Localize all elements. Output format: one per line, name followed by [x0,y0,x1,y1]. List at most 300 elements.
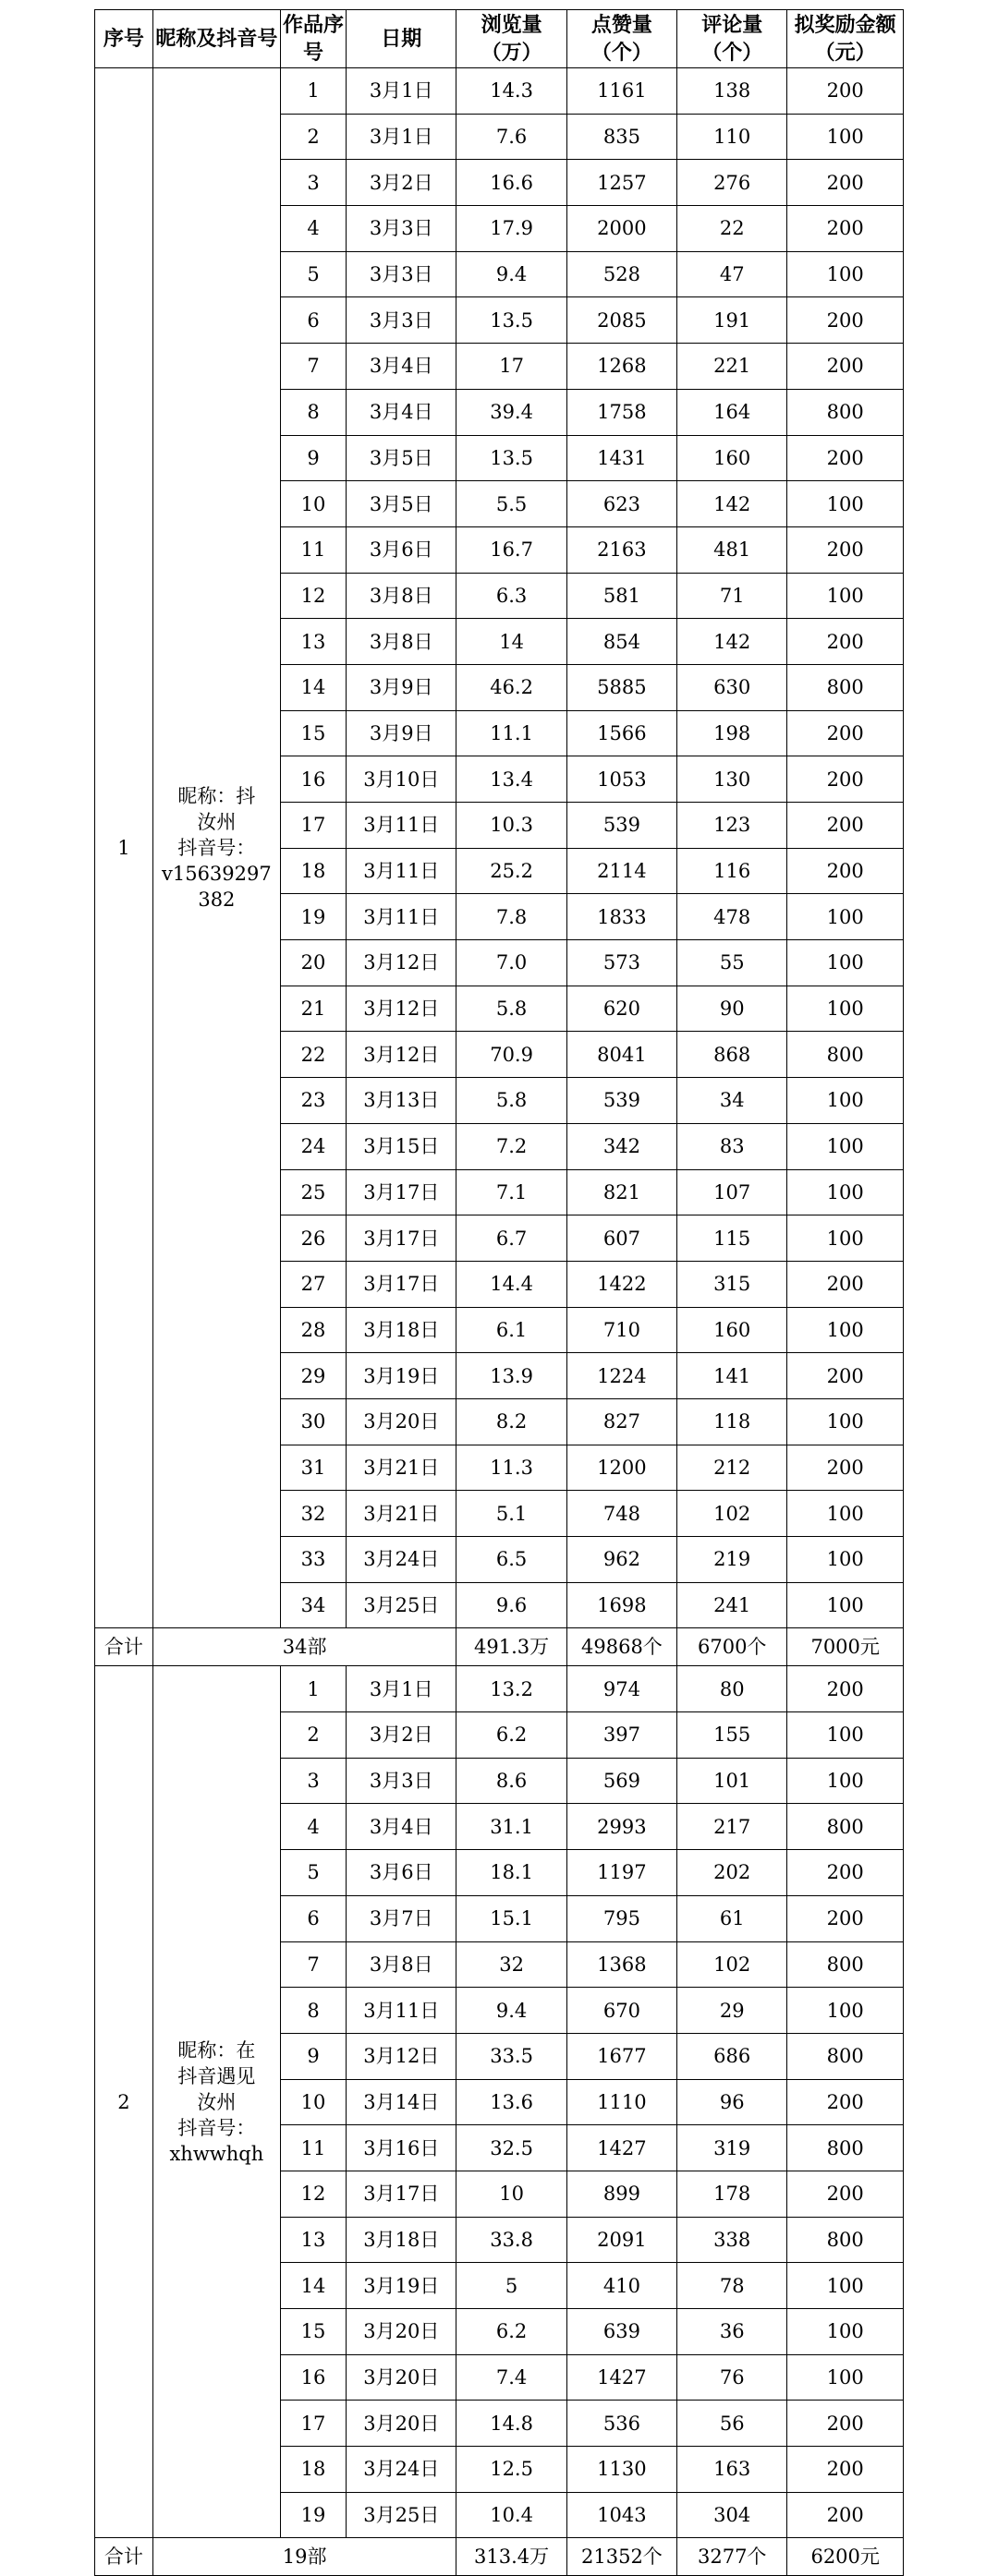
likes-cell: 1427 [566,2125,676,2171]
award-cell: 200 [787,2447,904,2493]
award-cell: 200 [787,710,904,756]
work-number-cell: 2 [280,1712,346,1759]
date-cell: 3月4日 [347,344,456,390]
comments-cell: 304 [677,2492,787,2538]
comments-cell: 36 [677,2309,787,2355]
date-cell: 3月1日 [347,114,456,160]
views-cell: 5 [456,2263,566,2309]
comments-cell: 338 [677,2217,787,2263]
date-cell: 3月20日 [347,1398,456,1445]
likes-cell: 1566 [566,710,676,756]
table-body [95,68,904,2576]
nickname-line: 汝州 [197,2090,237,2113]
likes-cell: 1200 [566,1445,676,1491]
header-cell: 拟奖励金额（元） [787,10,904,68]
award-cell: 100 [787,1758,904,1804]
comments-cell: 141 [677,1353,787,1399]
work-number-cell: 16 [280,2354,346,2401]
views-cell: 18.1 [456,1850,566,1896]
date-cell: 3月10日 [347,756,456,803]
views-cell: 5.1 [456,1491,566,1537]
date-cell: 3月8日 [347,1941,456,1988]
nickname-line: v15639297 [161,863,272,886]
award-cell: 800 [787,1941,904,1988]
nickname-line: 汝州 [197,811,237,834]
date-cell: 3月18日 [347,2217,456,2263]
date-cell: 3月2日 [347,1712,456,1759]
work-number-cell: 4 [280,206,346,252]
comments-cell: 110 [677,114,787,160]
date-cell: 3月17日 [347,1215,456,1262]
likes-cell: 1224 [566,1353,676,1399]
likes-cell: 2993 [566,1804,676,1850]
work-number-cell: 12 [280,573,346,619]
award-table [94,9,904,2576]
comments-cell: 80 [677,1666,787,1712]
nickname-line: 382 [198,889,236,912]
views-cell: 6.1 [456,1307,566,1353]
date-cell: 3月12日 [347,986,456,1032]
views-cell: 14 [456,619,566,665]
date-cell: 3月4日 [347,389,456,435]
date-cell: 3月24日 [347,2447,456,2493]
work-number-cell: 9 [280,435,346,481]
views-cell: 39.4 [456,389,566,435]
likes-cell: 569 [566,1758,676,1804]
work-number-cell: 26 [280,1215,346,1262]
comments-cell: 130 [677,756,787,803]
work-number-cell: 29 [280,1353,346,1399]
date-cell: 3月4日 [347,1804,456,1850]
work-number-cell: 14 [280,2263,346,2309]
nickname-line: 昵称：抖 [177,785,256,808]
date-cell: 3月2日 [347,160,456,206]
award-cell: 100 [787,894,904,940]
views-cell: 5.8 [456,986,566,1032]
header-row [95,10,904,68]
work-number-cell: 14 [280,664,346,710]
views-cell: 33.8 [456,2217,566,2263]
award-cell: 200 [787,803,904,849]
likes-cell: 528 [566,251,676,297]
award-cell: 200 [787,848,904,894]
work-number-cell: 10 [280,481,346,527]
comments-cell: 118 [677,1398,787,1445]
comments-cell: 142 [677,481,787,527]
work-number-cell: 19 [280,894,346,940]
date-cell: 3月20日 [347,2354,456,2401]
comments-cell: 78 [677,2263,787,2309]
work-number-cell: 3 [280,160,346,206]
work-number-cell: 13 [280,619,346,665]
likes-cell: 539 [566,1078,676,1124]
comments-cell: 160 [677,1307,787,1353]
views-cell: 11.3 [456,1445,566,1491]
total-likes-cell: 21352个 [566,2538,676,2576]
views-cell: 16.7 [456,526,566,573]
likes-cell: 1427 [566,2354,676,2401]
comments-cell: 276 [677,160,787,206]
award-cell: 100 [787,114,904,160]
comments-cell: 160 [677,435,787,481]
likes-cell: 821 [566,1169,676,1215]
work-number-cell: 34 [280,1582,346,1628]
nickname-line: 抖音号： [177,2116,256,2139]
award-cell: 200 [787,619,904,665]
views-cell: 13.2 [456,1666,566,1712]
award-cell: 100 [787,1307,904,1353]
comments-cell: 34 [677,1078,787,1124]
work-number-cell: 11 [280,2125,346,2171]
likes-cell: 2163 [566,526,676,573]
work-number-cell: 28 [280,1307,346,1353]
likes-cell: 410 [566,2263,676,2309]
date-cell: 3月7日 [347,1895,456,1941]
table-row [95,1666,904,1712]
comments-cell: 138 [677,68,787,115]
views-cell: 6.5 [456,1537,566,1583]
total-award-cell: 6200元 [787,2538,904,2576]
likes-cell: 1698 [566,1582,676,1628]
nickname-line: 抖音号： [177,837,256,860]
comments-cell: 686 [677,2033,787,2079]
work-number-cell: 10 [280,2079,346,2125]
group-seq-cell: 2 [95,1666,153,2538]
views-cell: 31.1 [456,1804,566,1850]
comments-cell: 315 [677,1261,787,1307]
date-cell: 3月1日 [347,68,456,115]
date-cell: 3月6日 [347,1850,456,1896]
award-cell: 100 [787,2354,904,2401]
likes-cell: 1130 [566,2447,676,2493]
group-seq-cell: 1 [95,68,153,1628]
work-number-cell: 6 [280,1895,346,1941]
award-cell: 200 [787,1895,904,1941]
work-number-cell: 13 [280,2217,346,2263]
work-number-cell: 32 [280,1491,346,1537]
likes-cell: 2114 [566,848,676,894]
likes-cell: 8041 [566,1032,676,1078]
views-cell: 13.9 [456,1353,566,1399]
comments-cell: 56 [677,2401,787,2447]
views-cell: 13.6 [456,2079,566,2125]
likes-cell: 1043 [566,2492,676,2538]
likes-cell: 1833 [566,894,676,940]
comments-cell: 221 [677,344,787,390]
likes-cell: 1368 [566,1941,676,1988]
likes-cell: 748 [566,1491,676,1537]
date-cell: 3月5日 [347,481,456,527]
award-cell: 200 [787,344,904,390]
views-cell: 6.7 [456,1215,566,1262]
views-cell: 17 [456,344,566,390]
work-number-cell: 3 [280,1758,346,1804]
work-number-cell: 30 [280,1398,346,1445]
likes-cell: 397 [566,1712,676,1759]
total-row [95,2538,904,2576]
work-number-cell: 8 [280,1988,346,2034]
total-likes-cell: 49868个 [566,1628,676,1666]
views-cell: 8.2 [456,1398,566,1445]
views-cell: 46.2 [456,664,566,710]
comments-cell: 123 [677,803,787,849]
date-cell: 3月21日 [347,1445,456,1491]
views-cell: 17.9 [456,206,566,252]
comments-cell: 101 [677,1758,787,1804]
work-number-cell: 18 [280,2447,346,2493]
header-cell: 作品序号 [280,10,346,68]
comments-cell: 107 [677,1169,787,1215]
total-row [95,1628,904,1666]
date-cell: 3月17日 [347,1169,456,1215]
comments-cell: 29 [677,1988,787,2034]
work-number-cell: 7 [280,344,346,390]
work-number-cell: 5 [280,1850,346,1896]
likes-cell: 623 [566,481,676,527]
date-cell: 3月16日 [347,2125,456,2171]
award-cell: 200 [787,160,904,206]
date-cell: 3月9日 [347,664,456,710]
views-cell: 70.9 [456,1032,566,1078]
award-cell: 100 [787,1215,904,1262]
likes-cell: 581 [566,573,676,619]
date-cell: 3月8日 [347,573,456,619]
header-cell: 日期 [347,10,456,68]
work-number-cell: 9 [280,2033,346,2079]
award-cell: 100 [787,1582,904,1628]
comments-cell: 22 [677,206,787,252]
award-cell: 200 [787,435,904,481]
award-cell: 100 [787,1169,904,1215]
award-cell: 100 [787,1988,904,2034]
views-cell: 5.8 [456,1078,566,1124]
award-cell: 100 [787,251,904,297]
views-cell: 14.4 [456,1261,566,1307]
views-cell: 7.1 [456,1169,566,1215]
award-cell: 200 [787,1445,904,1491]
award-cell: 200 [787,526,904,573]
views-cell: 13.5 [456,297,566,344]
views-cell: 7.2 [456,1123,566,1169]
nickname-line: 抖音遇见 [177,2064,256,2087]
views-cell: 6.2 [456,1712,566,1759]
header-cell: 点赞量（个） [566,10,676,68]
total-label-cell: 合计 [95,2538,153,2576]
header-cell: 浏览量（万） [456,10,566,68]
header-cell: 昵称及抖音号 [152,10,280,68]
award-cell: 200 [787,756,904,803]
work-number-cell: 6 [280,297,346,344]
work-number-cell: 21 [280,986,346,1032]
comments-cell: 102 [677,1491,787,1537]
total-views-cell: 313.4万 [456,2538,566,2576]
work-number-cell: 15 [280,2309,346,2355]
table-row [95,68,904,115]
award-cell: 100 [787,1123,904,1169]
date-cell: 3月21日 [347,1491,456,1537]
work-number-cell: 27 [280,1261,346,1307]
views-cell: 7.4 [456,2354,566,2401]
comments-cell: 630 [677,664,787,710]
work-number-cell: 18 [280,848,346,894]
date-cell: 3月20日 [347,2309,456,2355]
work-number-cell: 17 [280,2401,346,2447]
work-number-cell: 33 [280,1537,346,1583]
nickname-line: xhwwhqh [169,2142,264,2165]
comments-cell: 83 [677,1123,787,1169]
comments-cell: 90 [677,986,787,1032]
award-cell: 100 [787,986,904,1032]
work-number-cell: 7 [280,1941,346,1988]
award-cell: 800 [787,389,904,435]
views-cell: 7.6 [456,114,566,160]
likes-cell: 342 [566,1123,676,1169]
views-cell: 14.3 [456,68,566,115]
views-cell: 9.6 [456,1582,566,1628]
date-cell: 3月3日 [347,251,456,297]
award-cell: 100 [787,940,904,986]
views-cell: 32 [456,1941,566,1988]
date-cell: 3月3日 [347,1758,456,1804]
likes-cell: 1268 [566,344,676,390]
work-number-cell: 25 [280,1169,346,1215]
award-cell: 200 [787,297,904,344]
views-cell: 13.4 [456,756,566,803]
date-cell: 3月17日 [347,1261,456,1307]
comments-cell: 61 [677,1895,787,1941]
comments-cell: 116 [677,848,787,894]
likes-cell: 962 [566,1537,676,1583]
views-cell: 32.5 [456,2125,566,2171]
comments-cell: 102 [677,1941,787,1988]
views-cell: 12.5 [456,2447,566,2493]
date-cell: 3月5日 [347,435,456,481]
comments-cell: 198 [677,710,787,756]
award-cell: 200 [787,1353,904,1399]
award-cell: 200 [787,2079,904,2125]
views-cell: 7.0 [456,940,566,986]
work-number-cell: 11 [280,526,346,573]
comments-cell: 76 [677,2354,787,2401]
likes-cell: 2085 [566,297,676,344]
award-cell: 200 [787,1850,904,1896]
likes-cell: 710 [566,1307,676,1353]
comments-cell: 319 [677,2125,787,2171]
likes-cell: 974 [566,1666,676,1712]
comments-cell: 241 [677,1582,787,1628]
total-label-cell: 合计 [95,1628,153,1666]
views-cell: 7.8 [456,894,566,940]
date-cell: 3月14日 [347,2079,456,2125]
likes-cell: 539 [566,803,676,849]
views-cell: 15.1 [456,1895,566,1941]
likes-cell: 670 [566,1988,676,2034]
likes-cell: 607 [566,1215,676,1262]
likes-cell: 795 [566,1895,676,1941]
likes-cell: 1053 [566,756,676,803]
award-cell: 100 [787,2309,904,2355]
comments-cell: 478 [677,894,787,940]
header-cell: 序号 [95,10,153,68]
date-cell: 3月11日 [347,894,456,940]
comments-cell: 202 [677,1850,787,1896]
award-cell: 200 [787,2401,904,2447]
award-cell: 200 [787,206,904,252]
comments-cell: 481 [677,526,787,573]
award-cell: 200 [787,68,904,115]
award-cell: 800 [787,664,904,710]
date-cell: 3月12日 [347,1032,456,1078]
likes-cell: 573 [566,940,676,986]
views-cell: 33.5 [456,2033,566,2079]
comments-cell: 217 [677,1804,787,1850]
likes-cell: 1197 [566,1850,676,1896]
likes-cell: 1677 [566,2033,676,2079]
comments-cell: 55 [677,940,787,986]
likes-cell: 1422 [566,1261,676,1307]
comments-cell: 155 [677,1712,787,1759]
award-cell: 800 [787,2033,904,2079]
work-number-cell: 20 [280,940,346,986]
date-cell: 3月20日 [347,2401,456,2447]
date-cell: 3月19日 [347,1353,456,1399]
nickname-cell [152,1666,280,2538]
award-cell: 100 [787,1712,904,1759]
comments-cell: 178 [677,2171,787,2217]
date-cell: 3月11日 [347,848,456,894]
work-number-cell: 23 [280,1078,346,1124]
award-cell: 100 [787,2263,904,2309]
date-cell: 3月1日 [347,1666,456,1712]
award-cell: 100 [787,573,904,619]
comments-cell: 47 [677,251,787,297]
date-cell: 3月12日 [347,940,456,986]
comments-cell: 96 [677,2079,787,2125]
likes-cell: 854 [566,619,676,665]
date-cell: 3月3日 [347,206,456,252]
likes-cell: 620 [566,986,676,1032]
work-number-cell: 16 [280,756,346,803]
likes-cell: 827 [566,1398,676,1445]
work-number-cell: 8 [280,389,346,435]
date-cell: 3月11日 [347,803,456,849]
work-number-cell: 31 [280,1445,346,1491]
date-cell: 3月9日 [347,710,456,756]
total-count-cell: 19部 [152,2538,456,2576]
views-cell: 6.3 [456,573,566,619]
likes-cell: 1110 [566,2079,676,2125]
date-cell: 3月24日 [347,1537,456,1583]
views-cell: 10 [456,2171,566,2217]
views-cell: 14.8 [456,2401,566,2447]
comments-cell: 142 [677,619,787,665]
total-views-cell: 491.3万 [456,1628,566,1666]
comments-cell: 71 [677,573,787,619]
views-cell: 9.4 [456,251,566,297]
nickname-cell [152,68,280,1628]
views-cell: 8.6 [456,1758,566,1804]
award-cell: 200 [787,1261,904,1307]
work-number-cell: 5 [280,251,346,297]
award-cell: 800 [787,2217,904,2263]
award-cell: 800 [787,1032,904,1078]
date-cell: 3月3日 [347,297,456,344]
work-number-cell: 1 [280,68,346,115]
date-cell: 3月6日 [347,526,456,573]
views-cell: 9.4 [456,1988,566,2034]
work-number-cell: 22 [280,1032,346,1078]
work-number-cell: 15 [280,710,346,756]
